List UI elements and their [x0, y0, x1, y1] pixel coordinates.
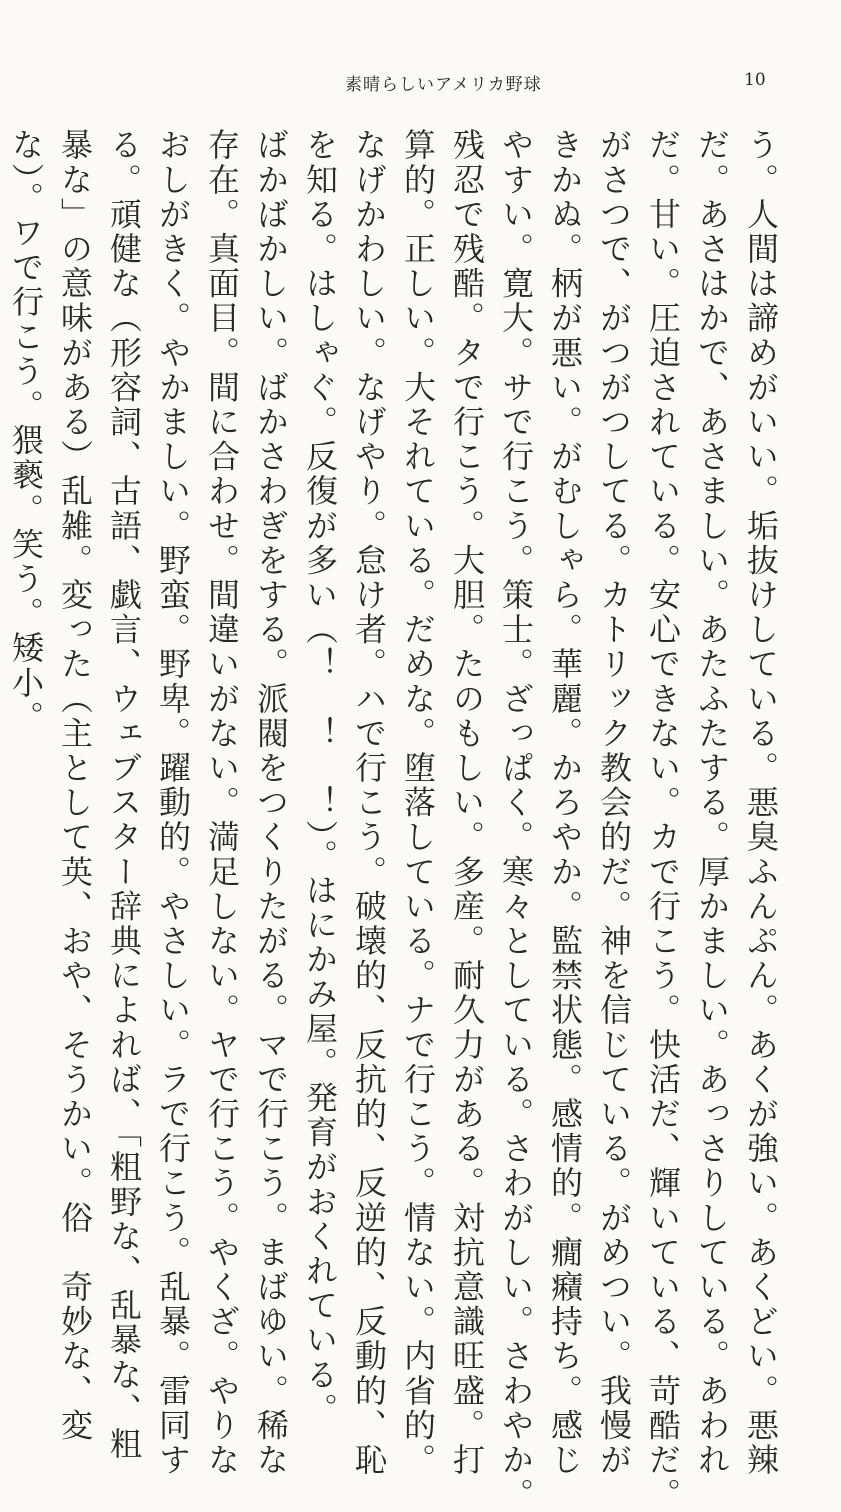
text-line: おしがきく。やかましい。野蛮。野卑。躍動的。やさしい。ラで行こう。乱暴。雷同す: [154, 128, 192, 1478]
text-line: 存在。真面目。間に合わせ。間違いがない。満足しない。ヤで行こう。やくざ。やりな: [203, 128, 241, 1478]
book-title: 素晴らしいアメリカ野球: [345, 75, 542, 95]
text-line: を知る。はしゃぐ。反復が多い（！ ！ ！）。はにかみ屋。発育がおくれている。: [301, 128, 339, 1427]
text-line: う。人間は諦めがいい。垢抜けしている。悪臭ふんぷん。あくが強い。あくどい。悪辣: [742, 128, 780, 1478]
text-line: る。頑健な（形容詞、古語、戯言、ウェブスター辞典によれば、「粗野な、乱暴な、粗: [105, 128, 143, 1462]
vertical-body-text: [7, 128, 785, 1512]
text-line: がさつで、がつがつしてる。カトリック教会的だ。神を信じている。がめつい。我慢が: [595, 128, 633, 1478]
text-line: なげかわしい。なげやり。怠け者。ハで行こう。破壊的、反抗的、反逆的、反動的、恥: [350, 128, 388, 1478]
text-line: きかぬ。柄が悪い。がむしゃら。華麗。かろやか。監禁状態。感情的。癇癪持ち。感じ: [546, 128, 584, 1478]
text-line: 算的。正しい。大それている。だめな。堕落している。ナで行こう。情ない。内省的。: [399, 128, 437, 1478]
text-line: 残忍で残酷。タで行こう。大胆。たのもしい。多産。耐久力がある。対抗意識旺盛。打: [448, 128, 486, 1478]
text-line: 暴な」の意味がある）乱雑。変った（主として英、おや、そうかい。俗 奇妙な、変: [56, 128, 94, 1443]
text-line: [0, 128, 1, 1128]
text-line: な）。ワで行こう。猥褻。笑う。矮小。: [7, 128, 45, 735]
running-head: [0, 70, 841, 96]
text-line: やすい。寛大。サで行こう。策士。ざっぱく。寒々としている。さわがしい。さわやか。: [497, 128, 535, 1512]
page-number: 10: [744, 70, 766, 90]
text-line: だ。甘い。圧迫されている。安心できない。カで行こう。快活だ、輝いている、苛酷だ。: [644, 128, 682, 1512]
text-line: だ。あさはかで、あさましい。あたふたする。厚かましい。あっさりしている。あわれ: [693, 128, 731, 1478]
text-line: ばかばかしい。ばかさわぎをする。派閥をつくりたがる。マで行こう。まばゆい。稀な: [252, 128, 290, 1478]
